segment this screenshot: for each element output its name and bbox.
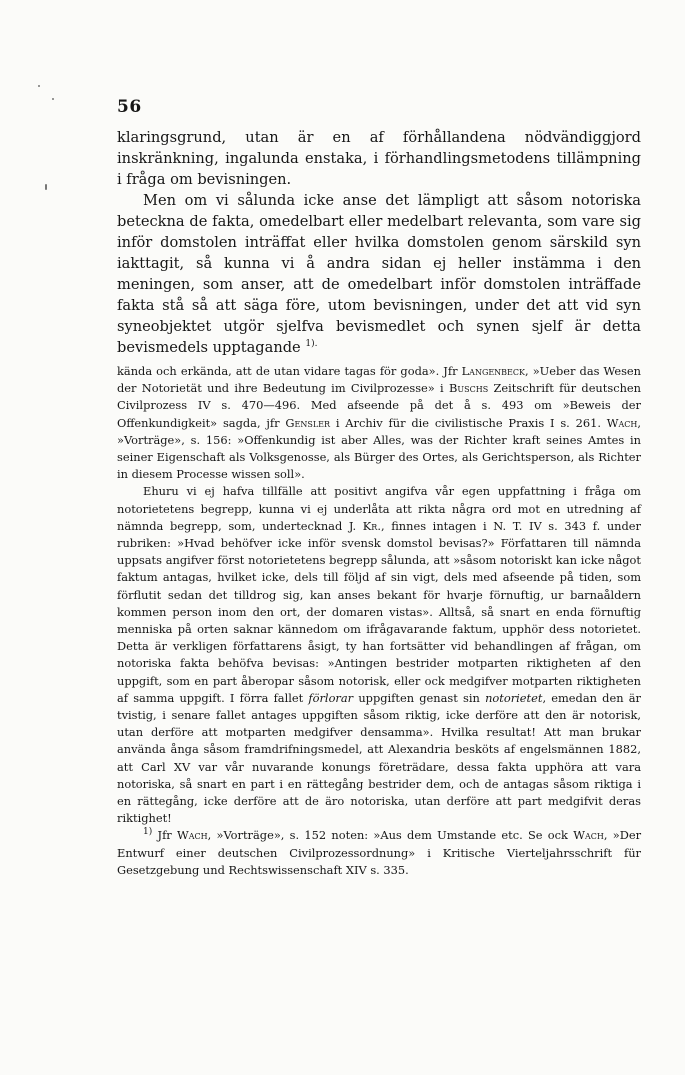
body-paragraph xyxy=(117,190,641,358)
footnote-paragraph: Ehuru vi ej hafva tillfälle att positivt angifva vår egen uppfattning i fråga om notorietetens begrepp, kunna vi ej underlåta att rikta några ord mot en utredning af nämnda begrepp, som, undertecknad J. Kr., finnes intagen i N. T. IV s. 343 f. under rubriken: »Hvad behöfver icke inför svensk domstol bevisas?» Författaren till nämnda uppsats angifver först notorietetens begrepp sålunda, att »såsom notoriskt kan icke något faktum antagas, hvilket icke, dels till följd af sin vigt, dels med afseende på tiden, som förflutit sedan det tilldrog sig, kan anses bekant för hvarje förnuftig, ur barnaåldern kommen person inom den ort, der domaren vistas». Alltså, så snart en enda förnuftig menniska på orten saknar kännedom om ifrågavarande faktum, upphör dess notorietet. Detta är verkligen författarens åsigt, ty han fortsätter vid behandlingen af frågan, om notoriska fakta behöfva bevisas: »Antingen bestrider motparten riktigheten af den uppgift, som en part åberopar såsom notorisk, eller ock medgifver motparten riktigheten af samma uppgift. I förra fallet förlorar uppgiften genast sin notorietet, emedan den är tvistig, i senare fallet antages uppgiften såsom riktig, icke derföre att den är notorisk, utan derföre att motparten medgifver densamma». Hvilka resultat! Att man brukar använda ånga såsom framdrifningsmedel, att Alexandria besköts af engelsmännen 1882, att Carl XV var vår nuvarande konungs företrädare, dessa fakta upphöra att vara notoriska, så snart en part i en rättegång bestrider dem, och de antagas såsom riktiga i en rättegång, icke derföre att de äro notoriska, utan derföre att part medgifvit deras riktighet! xyxy=(117,484,641,826)
author-name: Langenbeck xyxy=(461,364,525,378)
author-name: Gensler xyxy=(285,415,331,430)
author-name: Kr. xyxy=(362,518,381,533)
footnote-marker: 1) xyxy=(143,827,153,838)
scan-speck xyxy=(45,184,47,190)
emphasis: förlorar xyxy=(308,690,354,705)
footnote-continuation: kända och erkända, att de utan vidare tagas för goda». Jfr Langenbeck, »Ueber das Wesen der Notorietät und ihre Bedeutung im Civilprozesse» i Buschs Zeitschrift für deutschen Civilprozess IV s. 470—496. Med afseende på det å s. 493 om »Beweis der Offenkundigkeit» sagda, jfr Gensler i Archiv für die civilistische Praxis I s. 261. Wach, »Vorträge», s. 156: »Offenkundig ist aber Alles, was der Richter kraft seines Amtes in seiner Eigenschaft als Volksgenosse, als Bürger des Ortes, als Gerichtsperson, als Richter in diesem Processe wissen soll». xyxy=(117,364,642,482)
footnote-reference[interactable]: 1). xyxy=(305,339,318,350)
body-text xyxy=(117,127,641,358)
page-number: 56 xyxy=(117,97,142,117)
footnotes xyxy=(117,363,641,879)
scan-speck xyxy=(38,85,40,87)
footnote-1: $^{1)}$ Jfr Wach, »Vorträge», s. 152 noten: »Aus dem Umstande etc. Se ock Wach, »Der Entwurf einer deutschen Civilprozessordnung» i Kritische Vierteljahrsschrift für Gesetzgebung und Rechtswissenschaft XIV s. 335. xyxy=(117,827,642,877)
body-paragraph: klaringsgrund, utan är en af förhållandena nödvändiggjord inskränkning, ingalunda enstaka, i förhandlingsmetodens tillämpning i fråga om bevisningen. xyxy=(117,129,641,188)
author-name: Buschs xyxy=(449,381,489,396)
body-paragraph-text: Men om vi sålunda icke anse det lämpligt att såsom notoriska beteckna de fakta, omedelbart eller medelbart relevanta, som vare sig inför domstolen inträffat eller hvilka domstolen genom särskild syn iakttagit, så kunna vi å andra sidan ej heller instämma i den meningen, som anser, att de omedelbart inför domstolen inträffade fakta stå så att säga före, utom bevisningen, under det att vid syn syneobjektet utgör sjelfva bevismedlet och synen sjelf är detta bevismedels upptagande xyxy=(117,192,641,356)
author-name: Wach xyxy=(573,828,604,843)
author-name: Wach xyxy=(177,828,208,843)
emphasis: notorietet xyxy=(485,690,543,705)
scan-speck xyxy=(52,98,54,100)
author-name: Wach xyxy=(606,415,638,430)
